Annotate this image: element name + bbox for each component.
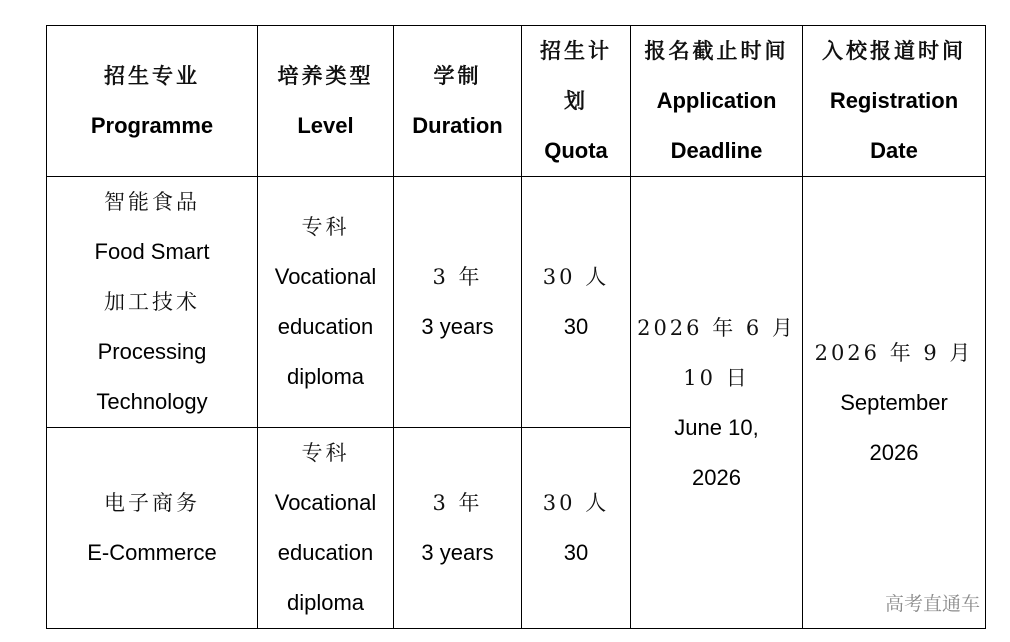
row1-level-en-2: education [277, 314, 374, 339]
registration-cn: 2026 年 9 月 [814, 340, 974, 365]
row2-level [258, 428, 394, 629]
row1-duration-cn: 3 年 [432, 265, 483, 289]
row1-level-cn: 专科 [301, 215, 350, 239]
row2-programme-cn: 电子商务 [104, 491, 200, 515]
table-row [47, 177, 986, 428]
header-deadline-en-1: Application [656, 88, 777, 113]
row2-level-en-1: Vocational [274, 490, 377, 515]
header-registration [803, 26, 986, 177]
row2-programme-en: E-Commerce [87, 540, 217, 565]
row1-programme-en-1: Food Smart [94, 239, 210, 264]
deadline-cn-2: 10 日 [683, 365, 750, 390]
row2-quota-cn: 30 人 [542, 491, 610, 515]
row1-programme [47, 177, 258, 428]
header-registration-en-1: Registration [829, 88, 959, 113]
admissions-table [46, 25, 986, 629]
header-quota-cn-2: 划 [564, 88, 588, 113]
header-level [258, 26, 394, 177]
row1-quota [522, 177, 631, 428]
header-programme-en: Programme [90, 113, 214, 138]
row2-level-en-2: education [277, 540, 374, 565]
header-registration-cn: 入校报道时间 [822, 38, 966, 63]
registration-en-1: September [840, 389, 948, 415]
header-duration-en: Duration [412, 113, 503, 138]
row1-quota-en: 30 [563, 314, 589, 339]
row1-level-en-3: diploma [286, 364, 365, 389]
row1-programme-cn-1: 智能食品 [104, 190, 200, 214]
header-quota-en: Quota [544, 138, 608, 163]
registration-cell [803, 177, 986, 629]
row1-level-en-1: Vocational [274, 264, 377, 289]
row1-programme-en-3: Technology [96, 389, 208, 414]
row1-duration [394, 177, 522, 428]
row2-duration-cn: 3 年 [432, 491, 483, 515]
header-level-cn: 培养类型 [277, 63, 374, 88]
header-deadline-en-2: Deadline [670, 138, 763, 163]
header-quota [522, 26, 631, 177]
header-deadline-cn: 报名截止时间 [644, 38, 789, 63]
header-duration [394, 26, 522, 177]
deadline-cn-1: 2026 年 6 月 [637, 315, 796, 340]
header-level-en: Level [297, 113, 354, 138]
row2-quota [522, 428, 631, 629]
header-deadline [631, 26, 803, 177]
header-row [47, 26, 986, 177]
row1-level [258, 177, 394, 428]
row1-duration-en: 3 years [421, 314, 494, 339]
registration-en-2: 2026 [869, 439, 919, 465]
row2-duration-en: 3 years [421, 540, 494, 565]
header-duration-cn: 学制 [433, 63, 482, 88]
row2-programme [47, 428, 258, 629]
row1-programme-en-2: Processing [97, 339, 207, 364]
row2-duration [394, 428, 522, 629]
deadline-cell [631, 177, 803, 629]
header-programme [47, 26, 258, 177]
row2-quota-en: 30 [563, 540, 589, 565]
deadline-en-1: June 10, [674, 414, 759, 440]
row2-level-en-3: diploma [286, 590, 365, 615]
watermark: 高考直通车 [883, 589, 982, 616]
deadline-en-2: 2026 [692, 464, 741, 490]
row2-level-cn: 专科 [301, 441, 350, 465]
row1-quota-cn: 30 人 [542, 265, 610, 289]
row1-programme-cn-2: 加工技术 [104, 290, 200, 314]
header-registration-en-2: Date [870, 138, 918, 163]
header-programme-cn: 招生专业 [104, 63, 200, 88]
header-quota-cn-1: 招生计 [540, 38, 612, 63]
